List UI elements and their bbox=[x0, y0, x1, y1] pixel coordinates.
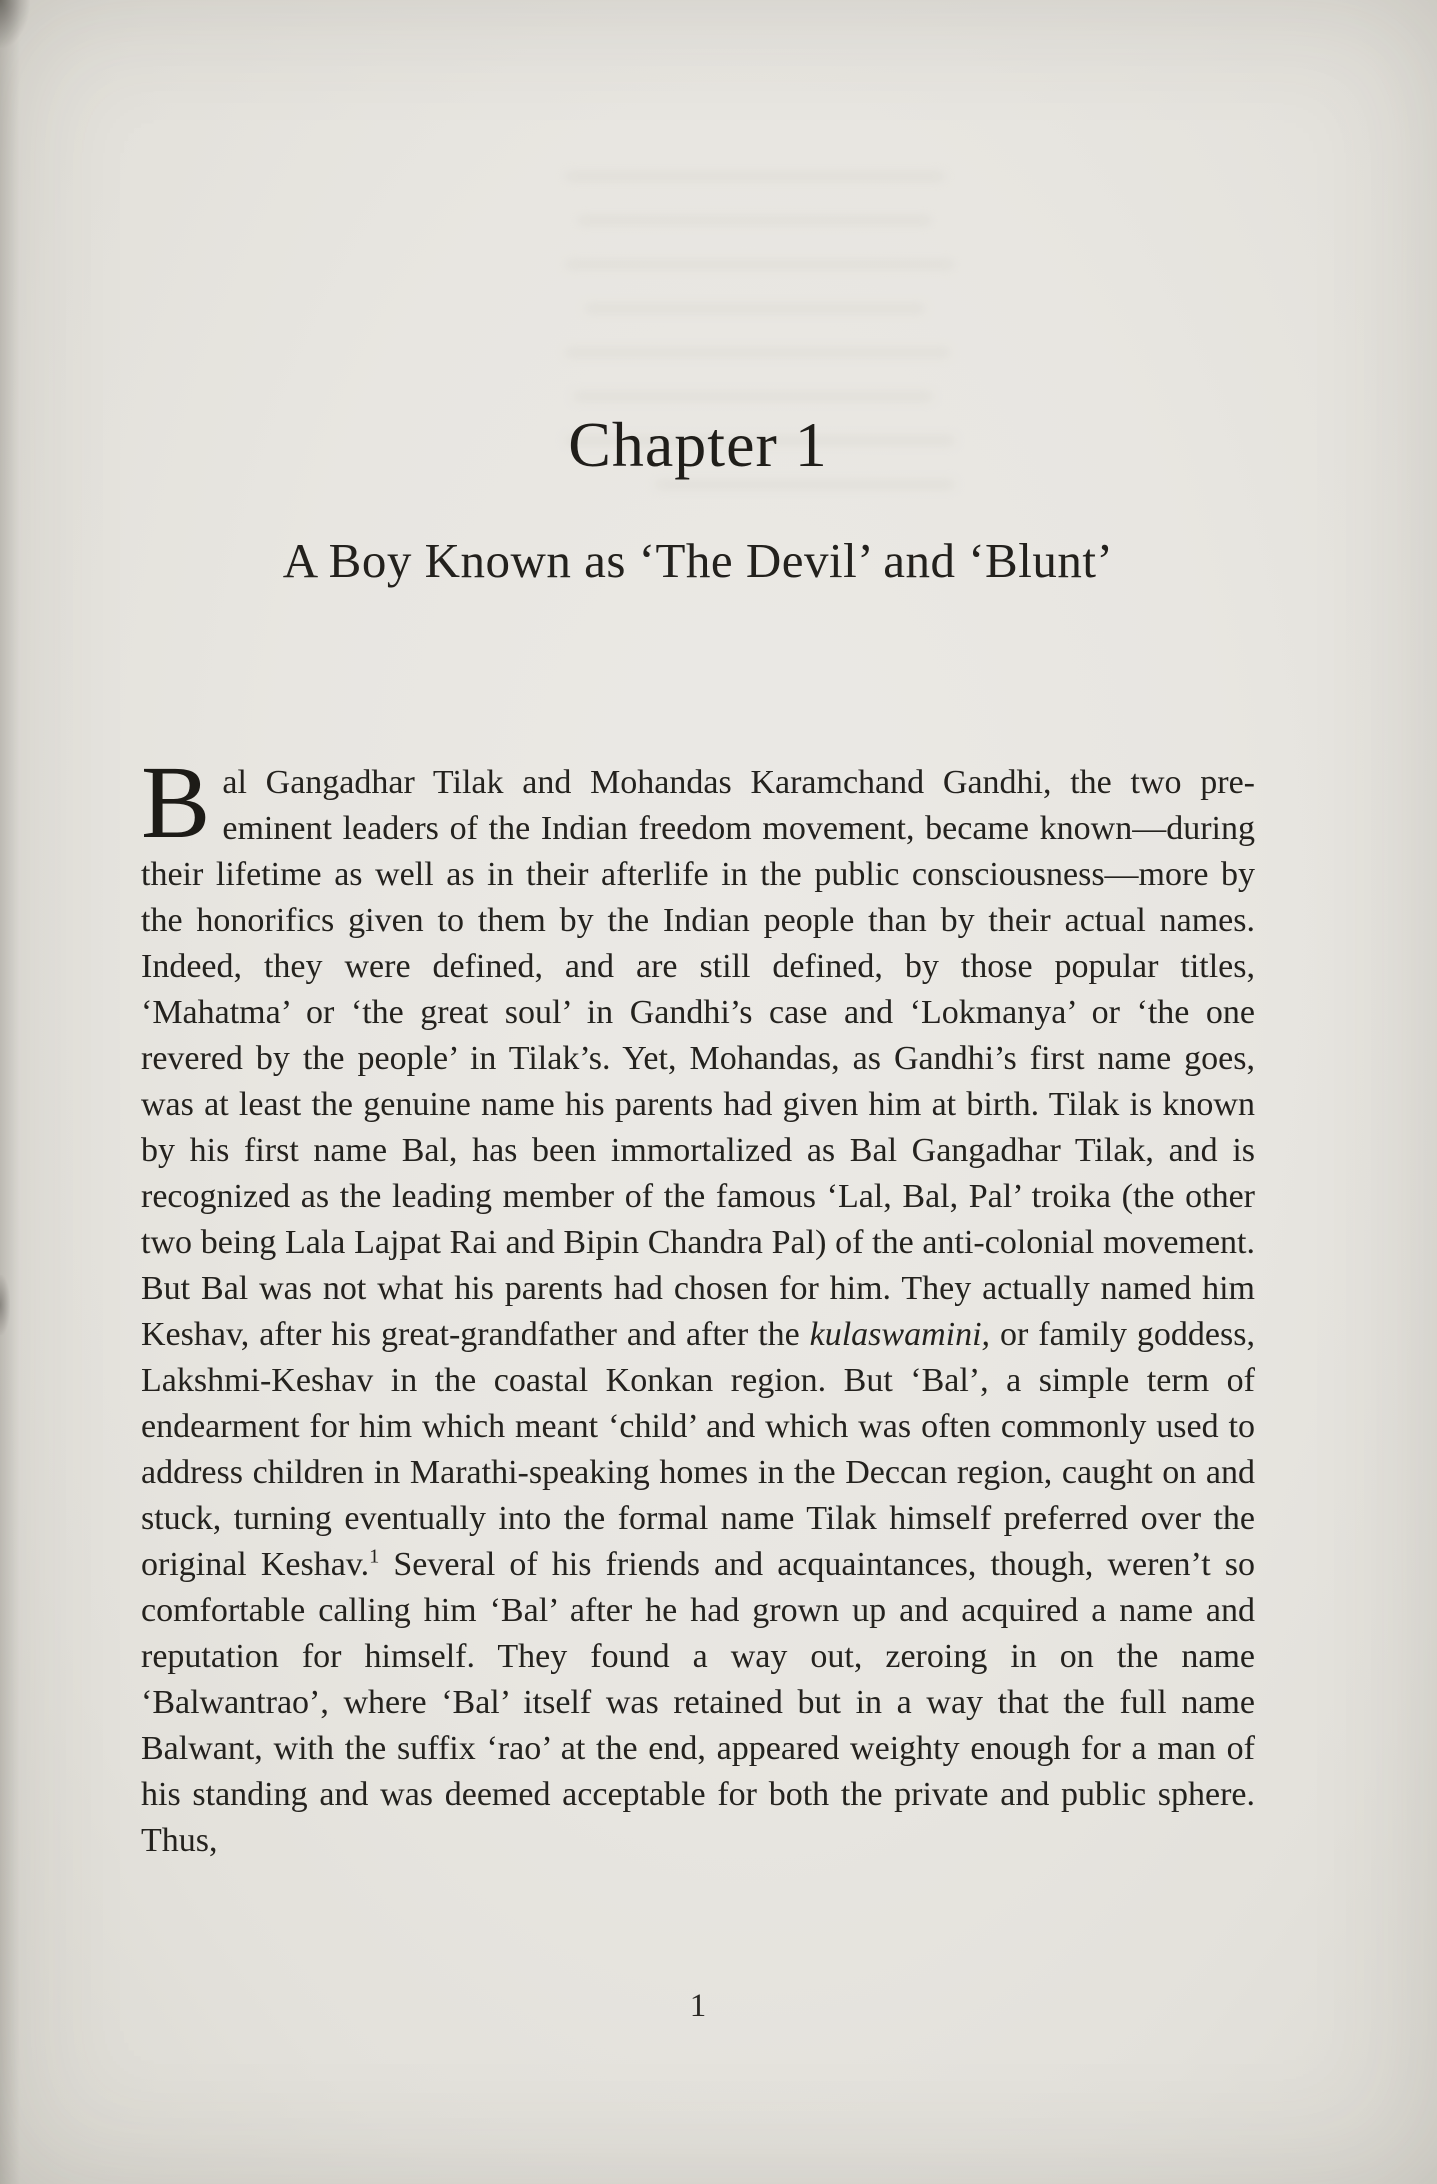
edge-smudge bbox=[0, 1275, 10, 1335]
showthrough-line bbox=[565, 260, 955, 269]
showthrough-line bbox=[573, 392, 933, 401]
corner-shadow bbox=[0, 0, 30, 48]
italic-term: kulaswamini, bbox=[809, 1316, 991, 1353]
showthrough-line bbox=[577, 216, 932, 225]
paragraph-segment-2: or family goddess, Lakshmi-Keshav in the coastal Konkan region. But ‘Bal’, a simple term of endearment for him which meant ‘child’ and which was often commonly used to address children in Marathi-speaking homes in the Deccan region, caught on and stuck, turning eventually into the formal name Tilak himself preferred over the original Keshav. bbox=[141, 1316, 1255, 1583]
showthrough-line bbox=[565, 348, 950, 357]
footnote-marker: 1 bbox=[369, 1545, 380, 1568]
showthrough-line bbox=[585, 304, 925, 313]
body-paragraph bbox=[141, 745, 1255, 1864]
page-number: 1 bbox=[689, 1988, 707, 2024]
showthrough-line bbox=[565, 172, 945, 181]
showthrough-line bbox=[655, 480, 955, 489]
paragraph-segment-1: al Gangadhar Tilak and Mohandas Karamchand Gandhi, the two pre-eminent leaders of the Indian freedom movement, became known—during their lifetime as well as in their afterlife in the public consciousness—more by the honorifics given to them by the Indian people than by their actual names. Indeed, they were defined, and are still defined, by those popular titles, ‘Mahatma’ or ‘the great soul’ in Gandhi’s case and ‘Lokmanya’ or ‘the one revered by the people’ in Tilak’s. Yet, Mohandas, as Gandhi’s first name goes, was at least the genuine name his parents had given him at birth. Tilak is known by his first name Bal, has been immortalized as Bal Gangadhar Tilak, and is recognized as the leading member of the famous ‘Lal, Bal, Pal’ troika (the other two being Lala Lajpat Rai and Bipin Chandra Pal) of the anti-colonial movement. But Bal was not what his parents had chosen for him. They actually named him Keshav, after his great-grandfather and after the bbox=[141, 764, 1255, 1353]
chapter-subtitle: A Boy Known as ‘The Devil’ and ‘Blunt’ bbox=[282, 533, 1114, 588]
drop-cap: B bbox=[141, 745, 211, 860]
paragraph-segment-3: Several of his friends and acquaintances, though, weren’t so comfortable calling him ‘Bal’ after he had grown up and acquired a name and reputation for himself. They found a way out, zeroing in on the name ‘Balwantrao’, where ‘Bal’ itself was retained but in a way that the full name Balwant, with the suffix ‘rao’ at the end, appeared weighty enough for a man of his standing and was deemed acceptable for both the private and public sphere. Thus, bbox=[141, 1546, 1255, 1859]
chapter-title: Chapter 1 bbox=[568, 409, 828, 480]
page-edge-shadow bbox=[0, 0, 20, 2184]
